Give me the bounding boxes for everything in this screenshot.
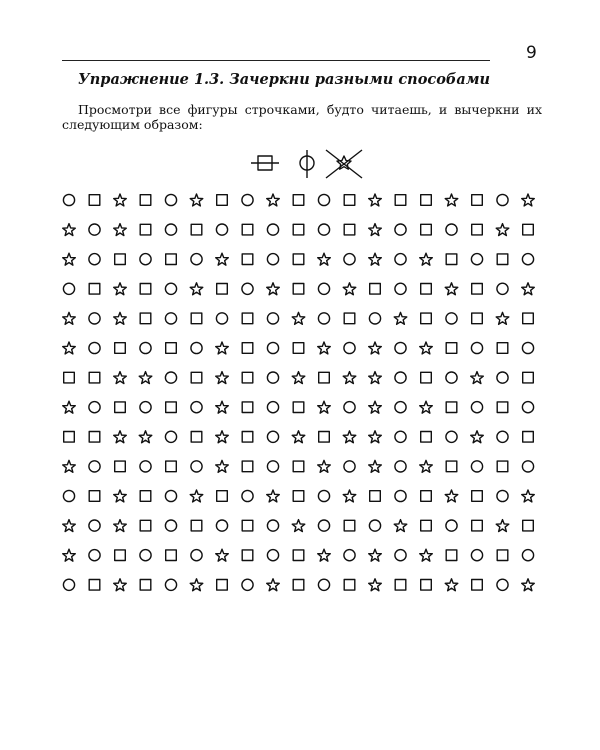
square-icon: [191, 520, 202, 531]
circle-icon: [446, 431, 457, 442]
circle-icon: [165, 431, 176, 442]
circle-icon: [216, 224, 227, 235]
square-icon: [217, 195, 228, 206]
circle-icon: [395, 550, 406, 561]
circle-icon: [522, 402, 533, 413]
star-icon: [343, 490, 356, 502]
figure-row: [63, 194, 534, 206]
star-icon: [445, 194, 458, 206]
circle-icon: [522, 254, 533, 265]
square-icon: [242, 461, 253, 472]
square-icon: [319, 432, 330, 443]
square-icon: [497, 254, 508, 265]
circle-icon: [395, 342, 406, 353]
circle-icon: [165, 313, 176, 324]
square-icon: [242, 550, 253, 561]
circle-icon: [344, 461, 355, 472]
square-icon: [472, 313, 483, 324]
square-icon: [370, 284, 381, 295]
circle-icon: [267, 431, 278, 442]
square-icon: [242, 520, 253, 531]
figure-grid: [60, 190, 544, 600]
star-icon: [114, 372, 127, 384]
circle-icon: [497, 490, 508, 501]
star-icon: [114, 224, 127, 236]
star-icon: [216, 431, 229, 443]
star-icon: [369, 431, 382, 443]
circle-icon: [63, 490, 74, 501]
square-icon: [472, 520, 483, 531]
square-icon: [472, 195, 483, 206]
square-icon: [293, 254, 304, 265]
star-icon: [369, 342, 382, 354]
square-icon: [523, 313, 534, 324]
star-icon: [471, 372, 484, 384]
star-icon: [63, 312, 76, 324]
square-icon: [217, 491, 228, 502]
star-icon: [369, 579, 382, 591]
star-icon: [318, 342, 331, 354]
legend-square-strike: [251, 156, 279, 170]
circle-icon: [191, 550, 202, 561]
square-icon: [472, 284, 483, 295]
circle-icon: [267, 313, 278, 324]
star-icon: [267, 283, 280, 295]
square-icon: [242, 313, 253, 324]
square-icon: [370, 491, 381, 502]
legend-circle-strike: [300, 150, 314, 178]
exercise-title: Упражнение 1.3. Зачеркни разными способами: [78, 71, 491, 88]
circle-icon: [395, 461, 406, 472]
square-icon: [421, 580, 432, 591]
circle-icon: [471, 550, 482, 561]
circle-icon: [522, 550, 533, 561]
square-icon: [166, 343, 177, 354]
square-icon: [446, 343, 457, 354]
square-icon: [523, 224, 534, 235]
star-icon: [496, 520, 509, 532]
star-icon: [190, 579, 203, 591]
circle-icon: [344, 254, 355, 265]
circle-icon: [140, 461, 151, 472]
star-icon: [420, 549, 433, 561]
circle-icon: [267, 520, 278, 531]
star-icon: [369, 194, 382, 206]
circle-icon: [89, 342, 100, 353]
circle-icon: [318, 313, 329, 324]
square-icon: [497, 461, 508, 472]
circle-icon: [471, 342, 482, 353]
star-icon: [496, 224, 509, 236]
figure-row: [63, 520, 534, 532]
header-rule: [62, 60, 490, 61]
square-icon: [140, 224, 151, 235]
square-icon: [293, 550, 304, 561]
circle-icon: [267, 342, 278, 353]
star-icon: [369, 460, 382, 472]
circle-icon: [191, 402, 202, 413]
circle-icon: [497, 194, 508, 205]
square-icon: [89, 491, 100, 502]
square-icon: [140, 520, 151, 531]
star-icon: [445, 283, 458, 295]
star-icon: [190, 490, 203, 502]
square-icon: [217, 580, 228, 591]
star-icon: [292, 520, 305, 532]
page-number: 9: [526, 43, 537, 63]
square-icon: [421, 491, 432, 502]
square-icon: [115, 550, 126, 561]
star-icon: [394, 312, 407, 324]
star-icon: [139, 372, 152, 384]
square-icon: [446, 402, 457, 413]
star-icon: [318, 253, 331, 265]
square-icon: [191, 224, 202, 235]
circle-icon: [497, 579, 508, 590]
square-icon: [64, 372, 75, 383]
square-icon: [472, 491, 483, 502]
figure-row: [63, 253, 534, 265]
star-icon: [522, 283, 535, 295]
circle-icon: [522, 461, 533, 472]
square-icon: [497, 343, 508, 354]
star-icon: [63, 342, 76, 354]
star-icon: [496, 312, 509, 324]
circle-icon: [446, 520, 457, 531]
figure-row: [63, 312, 534, 324]
circle-icon: [242, 283, 253, 294]
square-icon: [344, 313, 355, 324]
star-icon: [318, 401, 331, 413]
star-icon: [522, 579, 535, 591]
square-icon: [293, 224, 304, 235]
star-icon: [369, 372, 382, 384]
circle-icon: [89, 550, 100, 561]
square-icon: [344, 520, 355, 531]
circle-icon: [344, 550, 355, 561]
square-icon: [421, 432, 432, 443]
square-icon: [89, 432, 100, 443]
star-icon: [63, 401, 76, 413]
star-icon: [292, 431, 305, 443]
circle-icon: [89, 402, 100, 413]
circle-icon: [471, 402, 482, 413]
star-icon: [114, 431, 127, 443]
square-icon: [89, 580, 100, 591]
square-icon: [242, 254, 253, 265]
square-icon: [242, 224, 253, 235]
circle-icon: [446, 224, 457, 235]
circle-icon: [497, 283, 508, 294]
figure-row: [63, 224, 534, 236]
star-icon: [63, 253, 76, 265]
circle-icon: [165, 224, 176, 235]
star-icon: [114, 283, 127, 295]
square-icon: [446, 550, 457, 561]
star-icon: [216, 460, 229, 472]
square-icon: [89, 195, 100, 206]
circle-icon: [471, 461, 482, 472]
figure-row: [63, 549, 534, 561]
circle-icon: [395, 490, 406, 501]
circle-icon: [242, 194, 253, 205]
star-icon: [343, 283, 356, 295]
circle-icon: [395, 372, 406, 383]
circle-icon: [395, 283, 406, 294]
circle-icon: [395, 402, 406, 413]
star-icon: [114, 490, 127, 502]
square-icon: [140, 195, 151, 206]
star-icon: [369, 224, 382, 236]
square-icon: [293, 195, 304, 206]
square-icon: [115, 461, 126, 472]
circle-icon: [267, 372, 278, 383]
strike-legend: [250, 148, 370, 184]
square-icon: [421, 284, 432, 295]
star-icon: [216, 253, 229, 265]
square-icon: [293, 461, 304, 472]
star-icon: [114, 194, 127, 206]
square-icon: [166, 254, 177, 265]
circle-icon: [344, 402, 355, 413]
square-icon: [344, 580, 355, 591]
circle-icon: [63, 194, 74, 205]
star-icon: [267, 490, 280, 502]
circle-icon: [89, 461, 100, 472]
legend-star-strike: [326, 150, 362, 178]
star-icon: [216, 372, 229, 384]
star-icon: [267, 194, 280, 206]
star-icon: [114, 312, 127, 324]
square-icon: [523, 432, 534, 443]
square-icon: [217, 284, 228, 295]
square-icon: [523, 520, 534, 531]
star-icon: [63, 460, 76, 472]
square-icon: [115, 402, 126, 413]
circle-icon: [191, 461, 202, 472]
square-icon: [421, 372, 432, 383]
square-icon: [191, 432, 202, 443]
circle-icon: [369, 520, 380, 531]
square-icon: [242, 402, 253, 413]
circle-icon: [318, 579, 329, 590]
circle-icon: [242, 579, 253, 590]
square-icon: [497, 402, 508, 413]
square-icon: [191, 313, 202, 324]
square-icon: [421, 313, 432, 324]
figure-row: [63, 579, 534, 591]
circle-icon: [165, 579, 176, 590]
instruction-text: Просмотри все фигуры строчками, будто читаешь, и вычеркни их следующим образом:: [62, 102, 542, 132]
star-icon: [292, 312, 305, 324]
circle-icon: [89, 313, 100, 324]
star-icon: [216, 401, 229, 413]
star-icon: [420, 342, 433, 354]
circle-icon: [140, 254, 151, 265]
circle-icon: [318, 490, 329, 501]
square-icon: [395, 580, 406, 591]
circle-icon: [165, 194, 176, 205]
square-icon: [191, 372, 202, 383]
square-icon: [140, 491, 151, 502]
square-icon: [446, 254, 457, 265]
square-icon: [64, 432, 75, 443]
square-icon: [421, 195, 432, 206]
circle-icon: [497, 372, 508, 383]
square-icon: [421, 520, 432, 531]
square-icon: [166, 402, 177, 413]
circle-icon: [446, 313, 457, 324]
square-icon: [497, 550, 508, 561]
square-icon: [293, 343, 304, 354]
figure-row: [64, 431, 534, 443]
square-icon: [115, 254, 126, 265]
square-icon: [293, 284, 304, 295]
star-icon: [63, 549, 76, 561]
circle-icon: [318, 283, 329, 294]
circle-icon: [395, 254, 406, 265]
circle-icon: [267, 224, 278, 235]
circle-icon: [63, 579, 74, 590]
star-icon: [343, 372, 356, 384]
circle-icon: [267, 254, 278, 265]
star-icon: [318, 460, 331, 472]
circle-icon: [395, 224, 406, 235]
circle-icon: [471, 254, 482, 265]
star-icon: [216, 549, 229, 561]
circle-icon: [395, 431, 406, 442]
square-icon: [472, 580, 483, 591]
circle-icon: [522, 342, 533, 353]
star-icon: [420, 460, 433, 472]
square-icon: [140, 284, 151, 295]
figure-row: [63, 342, 534, 354]
figure-row: [63, 490, 534, 502]
circle-icon: [369, 313, 380, 324]
circle-icon: [497, 431, 508, 442]
star-icon: [216, 342, 229, 354]
circle-icon: [191, 342, 202, 353]
circle-icon: [140, 342, 151, 353]
circle-icon: [165, 520, 176, 531]
square-icon: [166, 461, 177, 472]
star-icon: [267, 579, 280, 591]
circle-icon: [165, 490, 176, 501]
square-icon: [115, 343, 126, 354]
figure-row: [64, 372, 534, 384]
square-icon: [523, 372, 534, 383]
figure-row: [63, 401, 534, 413]
star-icon: [190, 194, 203, 206]
circle-icon: [318, 520, 329, 531]
star-icon: [445, 579, 458, 591]
square-icon: [293, 491, 304, 502]
star-icon: [114, 579, 127, 591]
square-icon: [166, 550, 177, 561]
figure-row: [63, 460, 534, 472]
circle-icon: [89, 254, 100, 265]
square-icon: [344, 224, 355, 235]
circle-icon: [216, 520, 227, 531]
star-icon: [139, 431, 152, 443]
square-icon: [89, 284, 100, 295]
star-icon: [471, 431, 484, 443]
circle-icon: [165, 372, 176, 383]
square-icon: [421, 224, 432, 235]
square-icon: [344, 195, 355, 206]
circle-icon: [63, 283, 74, 294]
circle-icon: [165, 283, 176, 294]
circle-icon: [89, 224, 100, 235]
square-icon: [242, 432, 253, 443]
star-icon: [343, 431, 356, 443]
square-icon: [395, 195, 406, 206]
circle-icon: [140, 550, 151, 561]
star-icon: [63, 520, 76, 532]
circle-icon: [140, 402, 151, 413]
star-icon: [394, 520, 407, 532]
star-icon: [369, 401, 382, 413]
circle-icon: [89, 520, 100, 531]
circle-icon: [191, 254, 202, 265]
circle-icon: [267, 461, 278, 472]
square-icon: [140, 313, 151, 324]
square-icon: [293, 402, 304, 413]
circle-icon: [267, 402, 278, 413]
circle-icon: [267, 550, 278, 561]
star-icon: [522, 490, 535, 502]
square-icon: [293, 580, 304, 591]
star-icon: [63, 224, 76, 236]
circle-icon: [216, 313, 227, 324]
square-icon: [319, 372, 330, 383]
star-icon: [369, 549, 382, 561]
square-icon: [140, 580, 151, 591]
star-icon: [522, 194, 535, 206]
circle-icon: [446, 372, 457, 383]
square-icon: [242, 372, 253, 383]
circle-icon: [242, 490, 253, 501]
star-icon: [190, 283, 203, 295]
square-icon: [472, 224, 483, 235]
star-icon: [445, 490, 458, 502]
star-icon: [420, 253, 433, 265]
square-icon: [89, 372, 100, 383]
star-icon: [369, 253, 382, 265]
star-icon: [420, 401, 433, 413]
square-icon: [446, 461, 457, 472]
square-icon: [242, 343, 253, 354]
figure-row: [63, 283, 534, 295]
star-icon: [292, 372, 305, 384]
circle-icon: [344, 342, 355, 353]
star-icon: [114, 520, 127, 532]
circle-icon: [318, 194, 329, 205]
star-icon: [318, 549, 331, 561]
circle-icon: [318, 224, 329, 235]
